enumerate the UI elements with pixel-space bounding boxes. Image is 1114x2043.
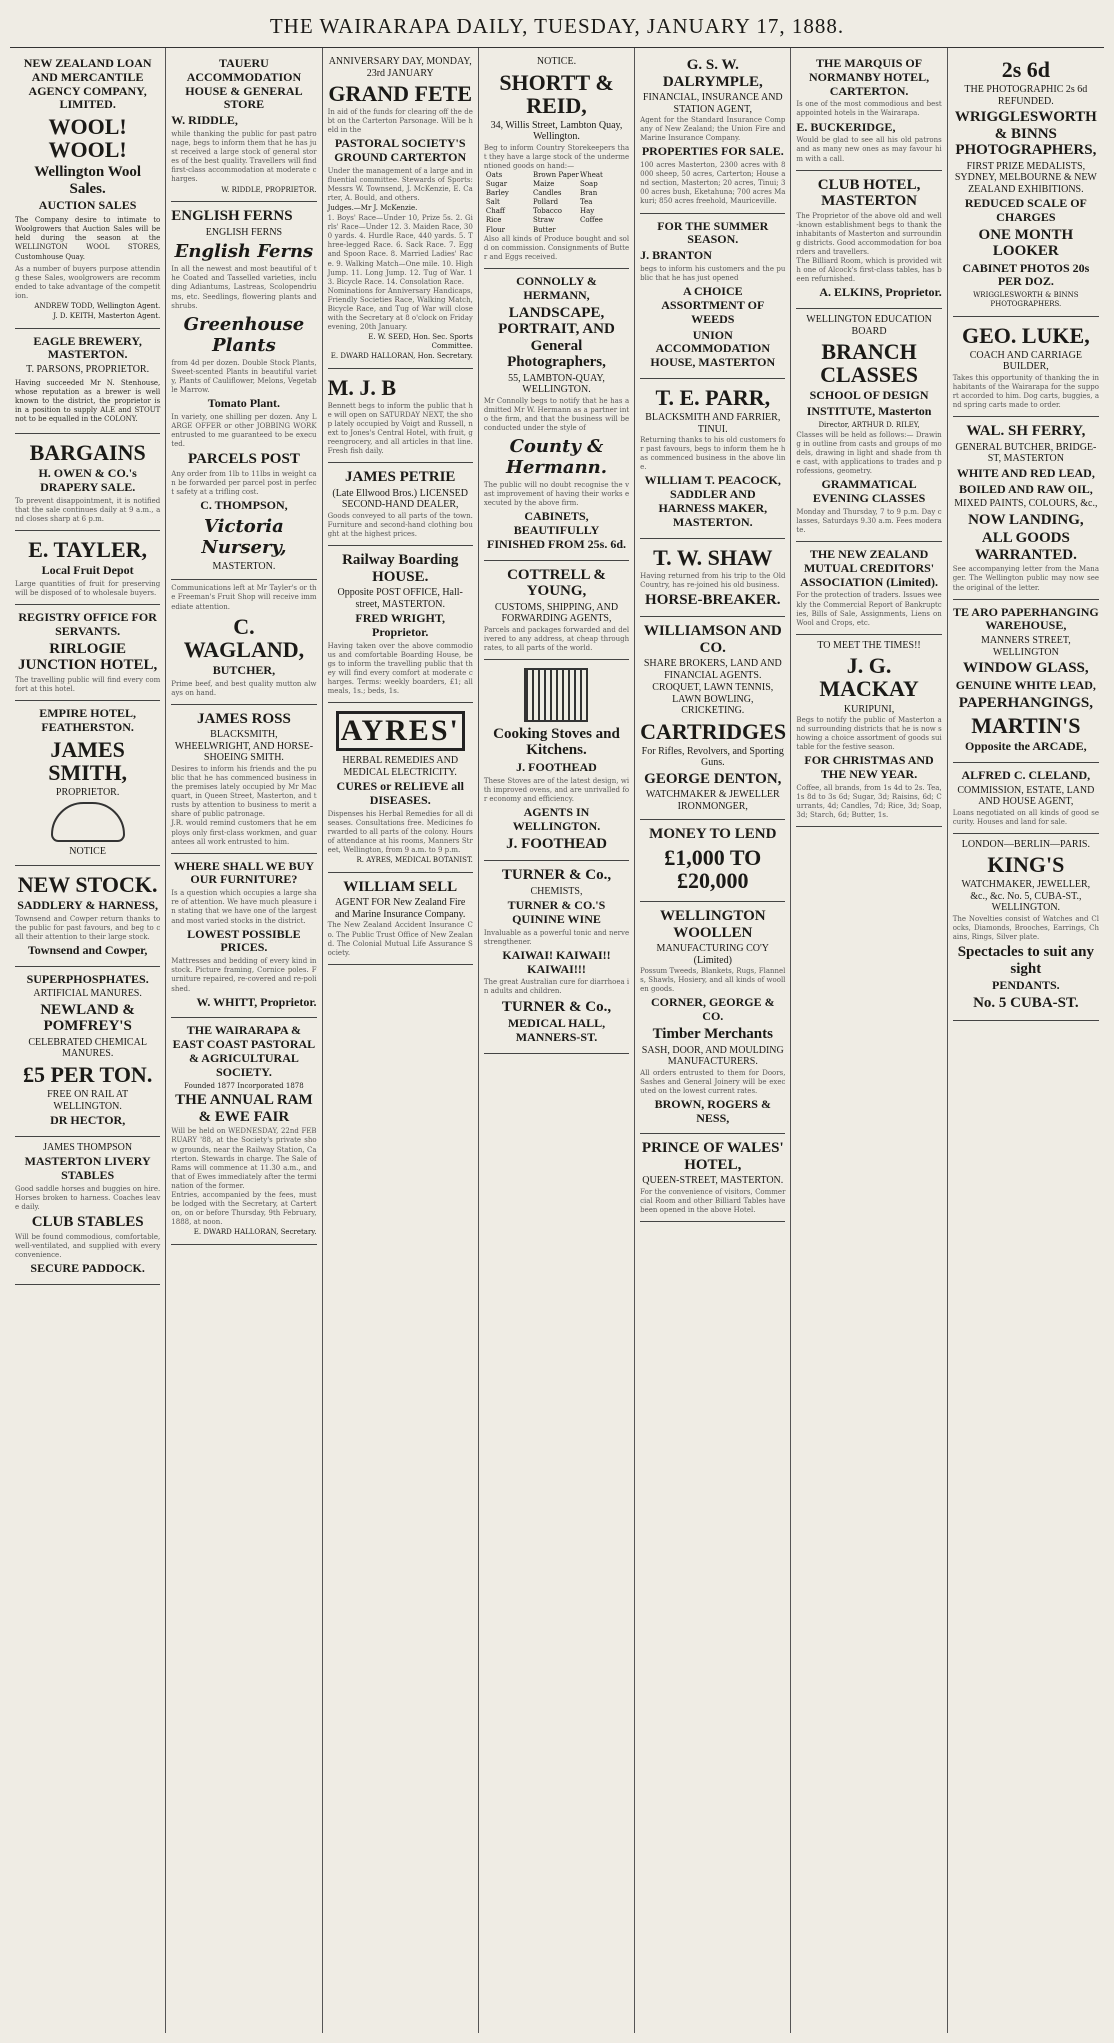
ad-subheading: FINANCIAL, INSURANCE AND STATION AGENT, [642,92,783,115]
ad-heading: C. THOMPSON, [200,498,288,513]
ad-subheading: PASTORAL SOCIETY'S GROUND CARTERTON [334,136,467,165]
ad-signature: R. AYRES, MEDICAL BOTANIST. [356,856,473,865]
ad-subheading: ARTIFICIAL MANURES. [33,988,142,1000]
ad-heading: PROPERTIES FOR SALE. [641,144,784,159]
produce-item: Butter [532,225,556,234]
ad-label: NOTICE. [536,56,577,67]
ad-railway-boarding: Railway Boarding HOUSE. Opposite POST OFFICE, Hall-street, MASTERTON. FRED WRIGHT, Proprietor. Having taken over the above commodious and comfortable Boarding House, begs to inform the travelling public that they will find every comfort at moderate charges. Terms: weekly boarders, £1; all meals, 1s.; beds, 1s. [328,546,473,703]
ad-heading: A CHOICE ASSORTMENT OF WEEDS [661,284,765,326]
ad-grand-fete: ANNIVERSARY DAY, MONDAY, 23rd JANUARY GRAND FETE In aid of the funds for clearing off the debt on the Carterton Parsonage. Will be held in the PASTORAL SOCIETY'S GROUND CARTERTON Under the management of a large and influential committee. Stewards of Sports: Messrs W. Townsend, J. McKenzie, E. Carter, A. Bould, and others. Judges.—Mr J. McKenzie. 1. Boys' Race—Under 10, Prize 5s. 2. Girls' Race—Under 12. 3. Maiden Race, 300 yards. 4. Hurdle Race, 440 yards. 5. Three-legged Race. 6. Sack Race. 7. Egg and Spoon Race. 8. Married Ladies' Race. 9. Walking Match—One mile. 10. High Jump. 11. Long Jump. 12. Tug of War. 13. Bicycle Race. 14. Consolation Race. Nominations for Anniversary Handicaps, Friendly Societies Race, Walking Match, Bicycle Race, and Tug of War will close with the Secretary at 8 o'clock on Friday evening, 20th January. E. W. SEED, Hon. Sec. Sports Committee. E. DWARD HALLORAN, Hon. Secretary. [328,51,473,369]
ad-heading: NOW LANDING, [968,511,1084,528]
saddle-illustration [51,802,125,842]
ad-heading: EAGLE BREWERY, MASTERTON. [33,333,142,362]
ad-subheading: SHARE BROKERS, LAND AND FINANCIAL AGENTS. [643,658,782,681]
ad-bennett: M. J. B Bennett begs to inform the public that he will open on SATURDAY NEXT, the shop lately occupied by Voigt and Russell, next to Jones's Central Hotel, with fruit, greengrocery, and all articles in that line. Fresh fish daily. [328,369,473,464]
ad-marquis: THE MARQUIS OF NORMANBY HOTEL, CARTERTON. Is one of the most commodious and best appointed hotels in the Wairarapa. E. BUCKERIDGE, Would be glad to see all his old patrons and as many new ones as may favour him with a call. [796,51,941,171]
ad-subheading: Founded 1877 Incorporated 1878 [184,1081,304,1090]
ad-heading: HORSE-BREAKER. [645,591,781,608]
ad-subheading: JAMES THOMPSON [43,1141,133,1153]
ad-heading: Wellington Wool Sales. [34,164,142,197]
ad-furniture: WHERE SHALL WE BUY OUR FURNITURE? Is a question which occupies a large share of attention. We have much pleasure in stating that we have one of the largest and most varied stocks in the district. LOWEST POSSIBLE PRICES. Mattresses and bedding of every kind in stock. Picture framing, Cornice poles. Furniture repaired, re-covered and re-polished. W. WHITT, Proprietor. [171,854,316,1019]
ad-subheading: COACH AND CARRIAGE BUILDER, [969,349,1082,373]
ad-heading: ONE MONTH LOOKER [978,226,1074,260]
ad-subheading: BUTCHER, [212,662,276,677]
ad-subheading: WATCHMAKER & JEWELLER IRONMONGER, [645,789,780,812]
ad-cottrell: COTTRELL & YOUNG, CUSTOMS, SHIPPING, AND FORWARDING AGENTS, Parcels and packages forwarded and delivered to any address, at cheap through rates, to all parts of the world. [484,561,629,660]
ad-subheading: FREE ON RAIL AT WELLINGTON. [47,1089,129,1112]
ad-heading: COTTRELL & YOUNG, [507,566,606,600]
ad-subheading: TO MEET THE TIMES!! [817,639,921,651]
ad-ferry: WAL. SH FERRY, GENERAL BUTCHER, BRIDGE-ST, MASTERTON WHITE AND RED LEAD, BOILED AND RAW OIL, MIXED PAINTS, COLOURS, &c., NOW LANDING, ALL GOODS WARRANTED. See accompanying letter from the Manager. The Wellington public may now see the original of the letter. [953,417,1099,599]
ad-school-of-design: WELLINGTON EDUCATION BOARD BRANCH CLASSES SCHOOL OF DESIGN INSTITUTE, Masterton Director, ARTHUR D. RILEY, Classes will be held as follows:— Drawing in outline from casts and groups of models, drawing in light and shade from the cast, with applications to trades and professions, geometry. GRAMMATICAL EVENING CLASSES Monday and Thursday, 7 to 9 p.m. Day classes, Saturdays 9.30 a.m. Fees moderate. [796,309,941,542]
produce-item: Bran [580,189,598,198]
ad-empire-hotel [15,701,160,866]
ad-nz-loan: NEW ZEALAND LOAN AND MERCANTILE AGENCY COMPANY, LIMITED. WOOL! WOOL! Wellington Wool Sales. AUCTION SALES The Company desire to intimate to Woolgrowers that Auction Sales will be held during the season at the WELLINGTON WOOL STORES, Customhouse Quay. As a number of buyers purpose attending these Sales, woolgrowers are recommended to take advantage of the competition. ANDREW TODD, Wellington Agent. J. D. KEITH, Masterton Agent. [15,51,160,329]
ad-heading: NEW STOCK. [17,871,158,897]
ad-heading: ALFRED C. CLELAND, [961,767,1091,782]
ad-heading: PARCELS POST [188,451,300,468]
produce-item: Coffee [580,216,603,225]
ad-heading: Timber Merchants [652,1026,773,1042]
produce-item: Barley [485,189,509,198]
ad-heading: M. J. B [327,374,397,400]
ad-heading: ALL GOODS WARRANTED. [974,530,1077,563]
ad-heading: Tomato Plant. [207,396,281,411]
ad-heading: GRAMMATICAL EVENING CLASSES [812,477,926,505]
ad-taueru: TAUERU ACCOMMODATION HOUSE & GENERAL STORE W. RIDDLE, while thanking the public for past patronage, begs to inform them that he has just received a large stock of general stores of the best quality. Travellers will find first-class accommodation at moderate charges. W. RIDDLE, PROPRIETOR. [171,51,316,202]
ad-subheading: THE PHOTOGRAPHIC 2s 6d REFUNDED. [964,84,1088,107]
ad-heading: WELLINGTON WOOLLEN [659,908,766,941]
ad-signature: WRIGGLESWORTH & BINNS PHOTOGRAPHERS. [973,291,1079,309]
ad-heading: THE ANNUAL RAM & EWE FAIR [175,1092,313,1125]
ad-subheading: WELLINGTON EDUCATION BOARD [806,314,932,337]
column-2 [166,48,322,2033]
ad-heading: AGENTS IN WELLINGTON. [512,804,601,833]
ad-heading: CONNOLLY & HERMANN, [516,273,597,302]
ad-subheading: AUCTION SALES [38,198,137,213]
ad-heading: LOWEST POSSIBLE PRICES. [187,926,301,955]
ad-kings: LONDON—BERLIN—PARIS. KING'S WATCHMAKER, JEWELLER, &c., &c. No. 5, CUBA-ST., WELLINGTON. The Novelties consist of Watches and Clocks, Diamonds, Brooches, Earrings, Chains, Rings, Silver plate. Spectacles to suit any sight PENDANTS. No. 5 CUBA-ST. [953,834,1099,1021]
ad-heading: WHITE AND RED LEAD, [956,465,1095,480]
produce-item: Salt [485,198,500,207]
ad-heading: KING'S [987,852,1065,878]
ad-heading: WOOL! WOOL! [48,114,127,163]
ad-signature: ANDREW TODD, Wellington Agent. [34,302,161,311]
ad-heading: THE MARQUIS OF NORMANBY HOTEL, CARTERTON. [808,56,930,98]
ad-subheading: Local Fruit Depot [41,563,134,578]
produce-list [484,171,629,235]
produce-item: Hay [580,207,595,216]
ad-signature: J. D. KEITH, Masterton Agent. [53,311,161,320]
ad-cleland: ALFRED C. CLELAND, COMMISSION, ESTATE, LAND AND HOUSE AGENT, Loans negotiated on all kinds of good security. Houses and land for sale. [953,763,1099,834]
ad-heading: T. W. SHAW [653,544,773,570]
ad-english-ferns: ENGLISH FERNS ENGLISH FERNS English Ferns In all the newest and most beautiful of the Coated and Tasselled varieties, including Adiantums, Lastreas, Scolopendriums, etc. Seedlings, flowering plants and shrubs. Greenhouse Plants from 4d per dozen. Double Stock Plants, Sweet-scented Plants in beautiful variety, Plants of Cauliflower, Melons, Vegetable Marrow. Tomato Plant. In variety, one shilling per dozen. Any LARGE OFFER or other JOBBING WORK entrusted to me guaranteed to be executed. PARCELS POST Any order from 1lb to 11lbs in weight can be forwarded per parcel post in perfect safety at a trifling cost. C. THOMPSON, Victoria Nursery, MASTERTON. [171,202,316,580]
ad-heading: ENGLISH FERNS [171,208,293,225]
ad-turner: TURNER & Co., CHEMISTS, TURNER & CO.'S QUININE WINE Invaluable as a powerful tonic and nerve strengthener. KAIWAI! KAIWAI!! KAIWAI!!! The great Australian cure for diarrhoea in adults and children. TURNER & Co., MEDICAL HALL, MANNERS-ST. [484,861,629,1054]
ad-williamson [640,617,785,820]
ad-subheading: For Rifles, Revolvers, and Sporting Guns. [641,745,784,769]
ad-signature: E. DWARD HALLORAN, Hon. Secretary. [330,351,473,360]
produce-item: Maize [532,180,555,189]
ad-heading: County & Hermann. [505,435,608,478]
ad-club-hotel: CLUB HOTEL, MASTERTON The Proprietor of the above old and well-known establishment begs to thank the inhabitants of Masterton and surrounding districts. Good accommodation for boarders and travellers. The Billiard Room, which is provided with one of Alcock's first-class tables, has been refurnished. A. ELKINS, Proprietor. [796,171,941,310]
ad-heading: NEWLAND & POMFREY'S [40,1001,135,1035]
ad-heading: Greenhouse Plants [183,313,305,356]
ad-heading: DR HECTOR, [50,1113,126,1128]
masthead: THE WAIRARAPA DAILY, TUESDAY, JANUARY 17, 1888. [10,8,1104,48]
produce-item: Flour [485,225,506,234]
ad-signature: E. W. SEED, Hon. Sec. Sports Committee. [368,333,473,351]
ad-heading: TURNER & Co., [501,867,612,883]
ad-body: The Company desire to intimate to Woolgrowers that Auction Sales will be held during the season at the WELLINGTON WOOL STORES, Customhouse Quay. [15,216,161,261]
produce-item: Soap [580,180,598,189]
ad-subheading: T. PARSONS, PROPRIETOR. [26,364,150,376]
produce-item: Tobacco [532,207,562,216]
ad-heading: C. WAGLAND, [183,613,305,662]
ad-woollen: WELLINGTON WOOLLEN MANUFACTURING CO'Y (Limited) Possum Tweeds, Blankets, Rugs, Flannels, Shawls, Hosiery, and all kinds of woollen goods. CORNER, GEORGE & CO. Timber Merchants SASH, DOOR, AND MOULDING MANUFACTURERS. All orders entrusted to them for Doors, Sashes and General Joinery will be executed on the lowest current rates. BROWN, ROGERS & NESS, [640,902,785,1134]
ad-sell: WILLIAM SELL AGENT FOR New Zealand Fire and Marine Insurance Company. The New Zealand Accident Insurance Co. The Public Trust Office of New Zealand. The Colonial Mutual Life Assurance Society. [328,873,473,965]
column-1 [10,48,166,2033]
produce-item: Pollard [532,198,559,207]
ad-heading: SUPERPHOSPHATES. [26,971,149,986]
ad-heading: SCHOOL OF DESIGN [809,388,929,403]
ad-heading: MEDICAL HALL, MANNERS-ST. [507,1016,606,1044]
ad-heading: GRAND FETE [328,81,473,106]
ad-heading: CABINETS, BEAUTIFULLY FINISHED FROM 25s. 6d. [486,509,626,551]
column-5 [635,48,791,2033]
ad-subheading: J. FOOTHEAD [516,759,597,774]
ad-heading: ENGLISH FERNS [205,226,283,238]
ad-heading: J. FOOTHEAD [506,835,607,852]
ad-heading: WILLIAM SELL [343,878,458,895]
ad-new-stock: NEW STOCK. SADDLERY & HARNESS, Townsend and Cowper return thanks to the public for past favours, and beg to call their attention to their large stock. Townsend and Cowper, [15,866,160,967]
ad-subheading: H. OWEN & CO.'s DRAPERY SALE. [38,466,137,494]
ad-heading: PRINCE OF WALES' HOTEL, [641,1140,784,1173]
ad-pastoral-society: THE WAIRARAPA & EAST COAST PASTORAL & AGRICULTURAL SOCIETY. Founded 1877 Incorporated 1878 THE ANNUAL RAM & EWE FAIR Will be held on WEDNESDAY, 22nd FEBRUARY '88, at the Society's private show grounds, near the Railway Station, Carterton. Stewards in charge. The Sale of Rams will commence at 11.30 a.m., and that of Ewes immediately after the termination of the former. Entries, accompanied by the fees, must be lodged with the Secretary, at Carterton, on or before Thursday, 9th February, 1888, at noon. E. DWARD HALLORAN, Secretary. [171,1018,316,1245]
produce-item: Oats [485,170,503,179]
ad-subheading: E. BUCKERIDGE, [796,119,896,134]
ad-manures: SUPERPHOSPHATES. ARTIFICIAL MANURES. NEWLAND & POMFREY'S CELEBRATED CHEMICAL MANURES. £5 PER TON. FREE ON RAIL AT WELLINGTON. DR HECTOR, [15,967,160,1137]
ad-subheading: (Late Ellwood Bros.) LICENSED SECOND-HAND DEALER, [332,487,468,511]
ad-heading: JAMES ROSS [197,710,291,727]
ad-heading: Victoria Nursery, [201,515,287,558]
ad-prince-of-wales: PRINCE OF WALES' HOTEL, QUEEN-STREET, MASTERTON. For the convenience of visitors, Commercial Room and other Billiard Tables have been opened in the above Hotel. [640,1134,785,1222]
ad-heading: WHERE SHALL WE BUY OUR FURNITURE? [173,858,314,887]
ad-heading: PENDANTS. [992,978,1060,993]
ad-heading: G. S. W. DALRYMPLE, [662,57,763,90]
ad-subheading: MANNERS STREET, WELLINGTON [980,635,1071,658]
ad-heading: CURES or RELIEVE all DISEASES. [336,779,464,807]
ad-heading: BARGAINS [29,440,146,466]
ad-connolly: CONNOLLY & HERMANN, LANDSCAPE, PORTRAIT, AND General Photographers, 55, LAMBTON-QUAY, WELLINGTON. Mr Connolly begs to notify that he has admitted Mr W. Hermann as a partner into the firm, and that the business will be conducted under the style of County & Hermann. The public will no doubt recognise the vast improvement of having their works executed by the above firm. CABINETS, BEAUTIFULLY FINISHED FROM 25s. 6d. [484,269,629,561]
ad-heading: 2s 6d [1001,57,1050,82]
ad-heading: RIRLOGIE JUNCTION HOTEL, [18,640,158,674]
ad-creditors: THE NEW ZEALAND MUTUAL CREDITORS' ASSOCIATION (Limited). For the protection of traders. Issues weekly the Commercial Report of Bankruptcies, Bills of Sale, Assignments, Liens on Wool and Crops, etc. [796,542,941,635]
ad-subheading: CROQUET, LAWN TENNIS, LAWN BOWLING, CRICKETING. [652,682,774,717]
ad-taylor: E. TAYLER, Local Fruit Depot Large quantities of fruit for preserving will be disposed of to wholesale buyers. [15,531,160,605]
ad-subheading: FRED WRIGHT, Proprietor. [355,611,445,639]
ad-heading: MASTERTON LIVERY STABLES [24,1154,151,1183]
columns [10,48,1104,2033]
ad-eagle-brewery [15,329,160,435]
ad-address: 55, LAMBTON-QUAY, WELLINGTON. [508,372,605,395]
produce-item: Straw [532,216,555,225]
ad-heading: E. TAYLER, [28,537,148,563]
ad-mackay: TO MEET THE TIMES!! J. G. MACKAY KURIPUNI, Begs to notify the public of Masterton and surrounding districts that he is now showing a choice assortment of goods suitable for the festive season. FOR CHRISTMAS AND THE NEW YEAR. Coffee, all brands, from 1s 4d to 2s. Tea, 1s 8d to 3s 6d; Sugar, 3d; Raisins, 6d; Currants, 4d; Candles, 7d; Rice, 3d; Soap, 3d; Starch, 6d; Butter, 1s. [796,635,941,828]
ad-heading: MIXED PAINTS, COLOURS, &c., [954,498,1098,510]
ad-subheading: SASH, DOOR, AND MOULDING MANUFACTURERS. [641,1044,784,1067]
ad-subheading: BLACKSMITH AND FARRIER, TINUI. [645,412,781,435]
ad-signature: E. DWARD HALLORAN, Secretary. [193,1228,317,1237]
ad-heading: FOR CHRISTMAS AND THE NEW YEAR. [804,753,934,782]
ad-subheading: ANNIVERSARY DAY, MONDAY, 23rd JANUARY [328,56,472,79]
ad-heading: BOILED AND RAW OIL, [958,481,1093,496]
ad-stoves: Cooking Stoves and Kitchens. J. FOOTHEAD These Stoves are of the latest design, with improved ovens, and are unrivalled for economy and efficiency. AGENTS IN WELLINGTON. J. FOOTHEAD [484,660,629,861]
produce-item: Chaff [485,207,505,216]
ad-heading: REGISTRY OFFICE FOR SERVANTS. [18,610,157,638]
ad-subheading: CUSTOMS, SHIPPING, AND FORWARDING AGENTS, [494,601,619,625]
ad-heading: CLUB STABLES [31,1214,144,1231]
ad-subheading: WATCHMAKER, JEWELLER, &c., &c. No. 5, CUBA-ST., WELLINGTON. [961,879,1091,914]
ad-heading: GEORGE DENTON, [644,770,782,787]
ad-text: Judges.—Mr J. McKenzie. [327,204,418,213]
produce-item: Tea [580,198,593,207]
ad-heading: NEW ZEALAND LOAN AND MERCANTILE AGENCY COMPANY, LIMITED. [23,56,152,112]
ad-heading: MONEY TO LEND [649,826,777,843]
ad-heading: CABINET PHOTOS 20s PER DOZ. [962,260,1090,289]
ad-heading: EMPIRE HOTEL, FEATHERSTON. [39,705,136,734]
ad-signature: A. ELKINS, Proprietor. [819,285,942,300]
ad-heading: Spectacles to suit any sight [957,944,1094,977]
ad-heading: WILLIAM T. PEACOCK, SADDLER AND HARNESS MAKER, MASTERTON. [644,473,781,529]
ad-heading: WINDOW GLASS, [963,660,1089,677]
ad-heading: SHORTT & REID, [499,69,614,118]
ad-heading: JAMES SMITH, [48,736,128,785]
ad-heading: GEO. LUKE, [961,322,1090,348]
ad-body: Having succeeded Mr N. Stenhouse, whose reputation as a brewer is well known to the district, the proprietor is in a position to supply ALE and STOUT not to be equalled in the COLONY. [15,378,161,423]
ad-heading: SECURE PADDOCK. [30,1261,145,1275]
ad-shaw: T. W. SHAW Having returned from his trip to the Old Country, has re-joined his old business. HORSE-BREAKER. [640,539,785,618]
ad-subheading: 34, Willis Street, Lambton Quay, Wellington. [490,119,623,143]
column-6 [791,48,947,2033]
ad-heading: TAUERU ACCOMMODATION HOUSE & GENERAL STORE [185,56,303,112]
ad-registry: REGISTRY OFFICE FOR SERVANTS. RIRLOGIE JUNCTION HOTEL, The travelling public will find every comfort at this hotel. [15,605,160,701]
column-4 [479,48,635,2033]
ad-subheading: AGENT FOR New Zealand Fire and Marine Insurance Company. [334,897,466,920]
ad-heading: JAMES PETRIE [344,469,456,486]
ad-heading: £1,000 TO £20,000 [664,844,762,894]
ad-subheading: W. RIDDLE, [171,113,238,128]
ad-subheading: KURIPUNI, [843,703,895,715]
ad-heading: THE WAIRARAPA & EAST COAST PASTORAL & AGRICULTURAL SOCIETY. [172,1023,316,1079]
ad-heading: No. 5 CUBA-ST. [973,995,1079,1012]
column-7 [948,48,1104,2033]
produce-item: Wheat [580,170,603,179]
produce-item: Candles [532,189,562,198]
ad-subheading: SADDLERY & HARNESS, [17,897,159,912]
produce-item: Sugar [485,180,508,189]
ad-heading: BROWN, ROGERS & NESS, [654,1096,771,1125]
ad-subheading: Opposite the ARCADE, [965,739,1087,754]
ad-heading: Railway Boarding HOUSE. [342,552,459,585]
ad-heading: GENUINE WHITE LEAD, [955,677,1096,692]
ad-heading: CORNER, GEORGE & CO. [650,995,775,1024]
ad-heading: INSTITUTE, Masterton [806,404,932,419]
stove-illustration [524,668,588,722]
ad-text: Director, ARTHUR D. RILEY, [818,420,920,429]
ad-signature: W. RIDDLE, PROPRIETOR. [221,185,317,194]
ad-heading: KAIWAI! KAIWAI!! KAIWAI!!! [502,947,611,976]
ad-dalrymple: G. S. W. DALRYMPLE, FINANCIAL, INSURANCE AND STATION AGENT, Agent for the Standard Insurance Company of New Zealand; the Union Fire and Marine Insurance Company. PROPERTIES FOR SALE. 100 acres Masterton, 2300 acres with 8000 sheep, 50 acres, Carterton; House and section, Masterton; 20 acres, Tinui; 300 acres bush, Eketahuna; 700 acres Makuri; 850 acres freehold, Mauriceville. [640,51,785,214]
ad-subheading: LANDSCAPE, PORTRAIT, AND General Photographers, [498,304,615,370]
ad-petrie: JAMES PETRIE (Late Ellwood Bros.) LICENSED SECOND-HAND DEALER, Goods conveyed to all parts of the town. Furniture and second-hand clothing bought at the highest prices. [328,463,473,546]
ad-subheading: QUEEN-STREET, MASTERTON. [642,1175,784,1187]
ad-subheading: LONDON—BERLIN—PARIS. [961,838,1090,850]
ad-heading: J. G. MACKAY [819,653,919,702]
produce-item: Brown Paper [532,170,579,179]
ad-livery: JAMES THOMPSON MASTERTON LIVERY STABLES Good saddle horses and buggies on hire. Horses broken to harness. Coaches leave daily. CLUB STABLES Will be found commodious, comfortable, well-ventilated, and supplied with every convenience. SECURE PADDOCK. [15,1137,160,1285]
ad-heading: THE NEW ZEALAND MUTUAL CREDITORS' ASSOCIATION (Limited). [800,547,938,589]
ad-subheading: COMMISSION, ESTATE, LAND AND HOUSE AGENT, [957,784,1095,808]
ad-subheading: PROPRIETOR. [55,786,120,798]
ad-heading: CLUB HOTEL, MASTERTON [817,176,921,210]
ad-price: £5 PER TON. [22,1061,153,1087]
ad-luke: GEO. LUKE, COACH AND CARRIAGE BUILDER, Takes this opportunity of thanking the inhabitants of the Wairarapa for the support accorded to him. Dog carts, buggies, and spring carts made to order. [953,317,1099,417]
ad-heading: English Ferns [174,241,314,263]
ad-label: NOTICE [69,846,106,858]
ad-shortt-reid: NOTICE. SHORTT & REID, 34, Willis Street, Lambton Quay, Wellington. Beg to inform Country Storekeepers that they have a large stock of the undermentioned goods on hand:— Oats Brown Paper Wheat Sugar Maize Soap Barley Candles Bran Salt Pollard Tea Chaff Tobacco Hay Rice Straw Coffee Flour Butter Also all kinds of Produce bought and sold on commission. Consignments of Butter and Eggs received. [484,51,629,269]
ad-wagland: Communications left at Mr Tayler's or the Freeman's Fruit Shop will receive immediate attention. C. WAGLAND, BUTCHER, Prime beef, and best quality mutton always on hand. [171,580,316,704]
column-3 [323,48,479,2033]
ad-heading: TE ARO PAPERHANGING WAREHOUSE, [952,604,1099,633]
ad-subheading: CHEMISTS, [530,885,583,897]
ad-james-ross: JAMES ROSS BLACKSMITH, WHEELWRIGHT, AND HORSE-SHOEING SMITH. Desires to inform his friends and the public that he has commenced business in the premises lately occupied by Mr Macquart, in Queen Street, Masterton, and trusts by attention to business to merit a share of public patronage. J.R. would remind customers that he employs only first-class workmen, and guarantees all work entrusted to him. [171,705,316,854]
ad-heading: MARTIN'S [971,713,1081,739]
ad-subheading: HERBAL REMEDIES AND MEDICAL ELECTRICITY. [342,755,459,778]
ad-ayres: AYRES' HERBAL REMEDIES AND MEDICAL ELECTRICITY. CURES or RELIEVE all DISEASES. Dispenses his Herbal Remedies for all diseases. Consultations free. Medicines forwarded to all parts of the colony. Hours of attendance at his rooms, Manners Street, Wellington, from 9 a.m. to 9 p.m. R. AYRES, MEDICAL BOTANIST. [328,703,473,873]
ad-heading: UNION ACCOMMODATION HOUSE, MASTERTON [650,327,776,370]
ad-heading: TURNER & Co., [501,998,612,1015]
ad-photographers: 2s 6d THE PHOTOGRAPHIC 2s 6d REFUNDED. WRIGGLESWORTH & BINNS PHOTOGRAPHERS, FIRST PRIZE MEDALISTS, SYDNEY, MELBOURNE & NEW ZEALAND EXHIBITIONS. REDUCED SCALE OF CHARGES ONE MONTH LOOKER CABINET PHOTOS 20s PER DOZ. WRIGGLESWORTH & BINNS PHOTOGRAPHERS. [953,51,1099,317]
ad-heading: TURNER & CO.'S QUININE WINE [507,898,606,926]
ad-signature: Townsend and Cowper, [27,942,148,957]
ad-heading: T. E. PARR, [655,384,771,410]
ad-bargains: BARGAINS H. OWEN & CO.'s DRAPERY SALE. To prevent disappointment, it is notified that the sale continues daily at 9 a.m., and closes sharp at 6 p.m. [15,434,160,531]
ad-branton: FOR THE SUMMER SEASON. J. BRANTON begs to inform his customers and the public that he has just opened A CHOICE ASSORTMENT OF WEEDS UNION ACCOMMODATION HOUSE, MASTERTON [640,214,785,379]
ad-heading: WAL. SH FERRY, [966,423,1086,440]
ad-heading: BRANCH CLASSES [820,339,918,388]
ad-parr: T. E. PARR, BLACKSMITH AND FARRIER, TINUI. Returning thanks to his old customers for past favours, begs to inform them he has commenced business in the above line. WILLIAM T. PEACOCK, SADDLER AND HARNESS MAKER, MASTERTON. [640,379,785,539]
ad-subheading: MANUFACTURING CO'Y (Limited) [656,943,770,966]
ad-money [640,820,785,902]
ad-subheading: J. BRANTON [640,248,712,263]
ad-heading: AYRES' [336,711,465,751]
ad-paperhanging [953,600,1099,763]
ad-heading: PAPERHANGINGS, [958,694,1093,711]
ad-signature: W. WHITT, Proprietor. [196,994,317,1009]
ad-heading: WILLIAMSON AND CO. [643,623,782,656]
ad-heading: Cooking Stoves and Kitchens. [493,725,620,759]
ad-heading: FOR THE SUMMER SEASON. [657,218,769,247]
produce-item: Rice [485,216,502,225]
ad-subheading: BLACKSMITH, WHEELWRIGHT, AND HORSE-SHOEING SMITH. [174,729,314,764]
ad-heading: REDUCED SCALE OF CHARGES [964,196,1087,224]
ad-heading: WRIGGLESWORTH & BINNS PHOTOGRAPHERS, [954,109,1097,159]
ad-subheading: GENERAL BUTCHER, BRIDGE-ST, MASTERTON [955,441,1097,465]
ad-heading: CARTRIDGES [640,718,787,744]
